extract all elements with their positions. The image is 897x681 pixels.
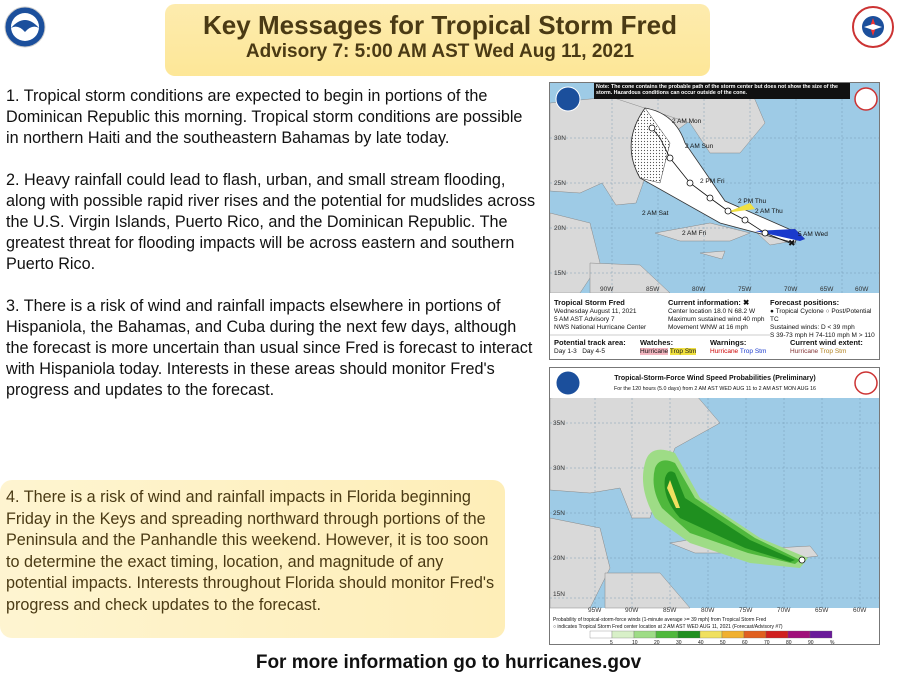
storm-info: Tropical Storm Fred Wednesday August 11, 2021 5 AM AST Advisory 7 NWS National Hurricane Center [554,299,664,332]
svg-text:95W: 95W [588,607,602,614]
scale-swatch [744,631,766,638]
scale-swatch [656,631,678,638]
scale-label: 90 [808,640,814,645]
advisory-subtitle: Advisory 7: 5:00 AM AST Wed Aug 11, 2021 [245,41,635,62]
key-messages [6,86,536,422]
key-message-4: 4. There is a risk of wind and rainfall impacts in Florida beginning Friday in the Keys and spreading northward through portions of the Peninsula and the Panhandle this weekend. However, it is too soon to determine the exact timing, location, and magnitude of any potential impacts. Interests throughout Florida should monitor Fred's progress and check updates to the forecast. [6,488,495,614]
svg-text:20N: 20N [553,555,565,562]
svg-text:75W: 75W [738,286,752,293]
noaa-logo [4,6,46,48]
page-title: Key Messages for Tropical Storm Fred [203,10,677,40]
svg-text:70W: 70W [784,286,798,293]
svg-text:15N: 15N [554,270,566,277]
svg-text:30N: 30N [553,465,565,472]
scale-swatch [766,631,788,638]
scale-swatch [678,631,700,638]
scale-swatch [810,631,832,638]
svg-text:NOAA: NOAA [17,15,33,21]
watches-legend: Watches: Hurricane Trop Stm [640,339,710,356]
svg-text:70W: 70W [777,607,791,614]
svg-text:90W: 90W [600,286,614,293]
svg-text:30N: 30N [554,135,566,142]
scale-swatch [590,631,612,638]
fc-label-fri-pm: 2 PM Fri [700,178,725,185]
key-message-1: 1. Tropical storm conditions are expected to begin in portions of the Dominican Republic this morning. Tropical storm conditions are possible in northern Haiti and the southeastern Bahamas by late today. [6,87,523,147]
wind-map-graphic [550,368,880,645]
svg-text:25N: 25N [553,510,565,517]
scale-label: 50 [720,640,726,645]
wind-map-caption1: Probability of tropical-storm-force winds (1-minute average >= 39 mph) from Tropical Storm Fred [553,617,767,623]
key-message-3: 3. There is a risk of wind and rainfall impacts elsewhere in portions of Hispaniola, the Bahamas, and Cuba during the next few days, although the forecast is more uncertain than usual since Fred is forecast to interact with Hispaniola today. Interests in these areas should monitor Fred's progress and updates to the forecast. [6,297,533,399]
key-message-2: 2. Heavy rainfall could lead to flash, urban, and small stream flooding, along with possible rapid river rises and the potential for mudslides across the U.S. Virgin Islands, Puerto Rico, and the Dominican Republic. The greatest threat for flooding impacts will be across eastern and southern Puerto Rico. [6,171,536,273]
track-area-legend: Potential track area: Day 1-3 Day 4-5 [554,339,634,356]
scale-label: 30 [676,640,682,645]
scale-swatch [788,631,810,638]
svg-text:✖: ✖ [788,238,796,248]
svg-text:60W: 60W [855,286,869,293]
svg-text:25N: 25N [554,180,566,187]
nws-logo [852,6,894,48]
scale-swatch [700,631,722,638]
current-info: Current information: ✖ Center location 18.0 N 68.2 W Maximum sustained wind 40 mph Movement WNW at 16 mph [668,299,768,332]
svg-text:60W: 60W [853,607,867,614]
svg-text:85W: 85W [663,607,677,614]
fc-label-sun: 2 AM Sun [685,143,714,150]
cone-forecast-map [549,82,880,360]
scale-swatch [634,631,656,638]
scale-swatch [612,631,634,638]
scale-label: 20 [654,640,660,645]
fc-label-wed: 5 AM Wed [798,231,828,238]
wind-probability-map [549,367,880,645]
fc-label-fri-am: 2 AM Fri [682,230,707,237]
scale-label: 70 [764,640,770,645]
scale-label: 10 [632,640,638,645]
wind-extent-legend: Current wind extent: Hurricane Trop Stm [790,339,880,356]
scale-label: 80 [786,640,792,645]
footer-link-text: For more information go to hurricanes.gov [255,652,642,673]
scale-label: % [830,640,835,645]
svg-text:65W: 65W [815,607,829,614]
wind-map-subtitle: For the 120 hours (5.0 days) from 2 AM AST WED AUG 11 to 2 AM AST MON AUG 16 [614,386,816,392]
cone-note: Note: The cone contains the probable path of the storm center but does not show the size of the storm. Hazardous conditions can occur outside of the cone. [596,84,838,97]
warnings-legend: Warnings: Hurricane Trop Stm [710,339,790,356]
scale-label: 40 [698,640,704,645]
scale-swatch [722,631,744,638]
svg-text:85W: 85W [646,286,660,293]
forecast-legend: Forecast positions: ● Tropical Cyclone ○ Post/Potential TC Sustained winds: D < 39 mph S 39-73 mph H 74-110 mph M > 110 [770,299,880,348]
scale-label: 5 [610,640,613,645]
scale-label: 60 [742,640,748,645]
wind-map-title: Tropical-Storm-Force Wind Speed Probabilities (Preliminary) [614,375,816,382]
svg-text:80W: 80W [692,286,706,293]
svg-text:90W: 90W [625,607,639,614]
svg-text:20N: 20N [554,225,566,232]
svg-text:15N: 15N [553,591,565,598]
svg-text:80W: 80W [701,607,715,614]
fc-label-sat: 2 AM Sat [642,210,669,217]
fc-label-thu-pm: 2 PM Thu [738,198,767,205]
fc-label-thu-am: 2 AM Thu [755,208,783,215]
fc-label-mon: 2 AM Mon [672,118,702,125]
svg-text:65W: 65W [820,286,834,293]
svg-text:75W: 75W [739,607,753,614]
svg-text:35N: 35N [553,420,565,427]
wind-map-caption2: ○ indicates Tropical Storm Fred center location at 2 AM AST WED AUG 11, 2021 (Forecast/Advisory #7) [553,624,783,630]
